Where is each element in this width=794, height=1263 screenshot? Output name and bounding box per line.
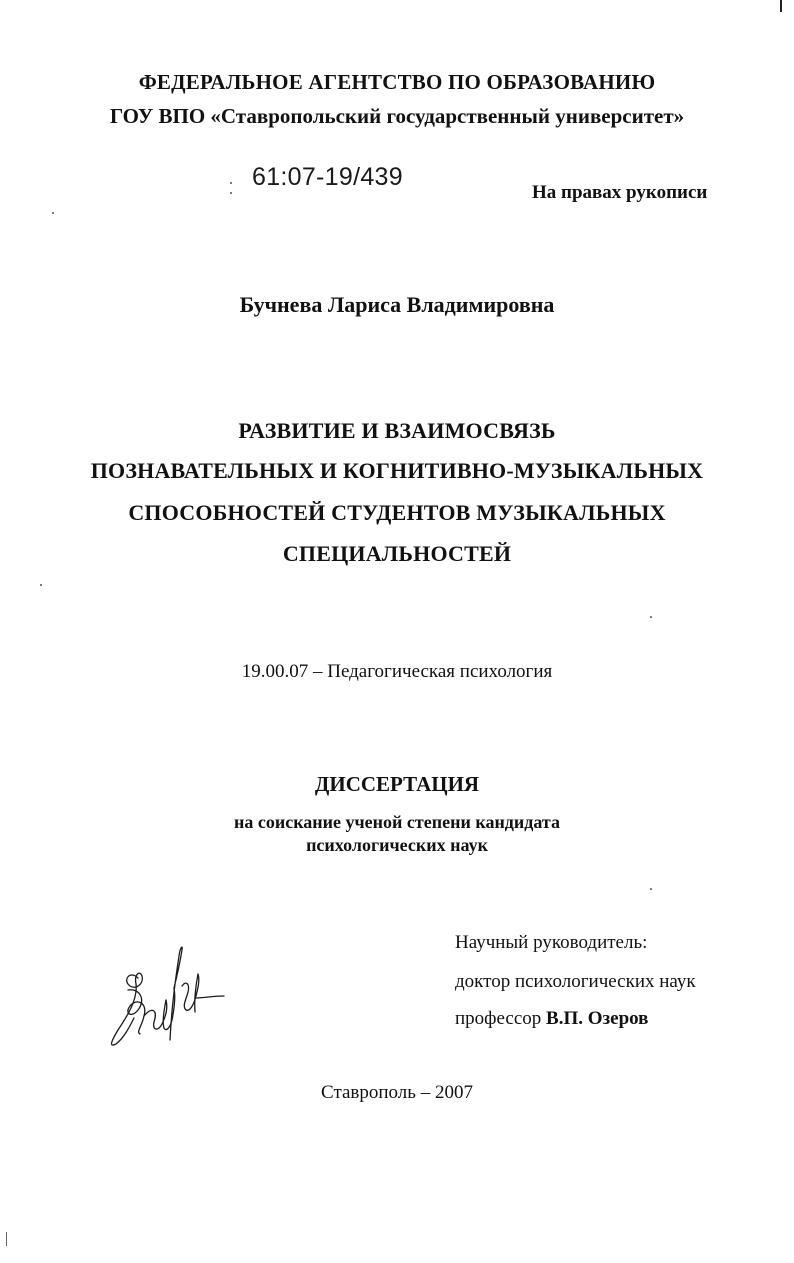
advisor-degree: доктор психологических наук (455, 971, 696, 992)
manuscript-note: На правах рукописи (532, 182, 708, 203)
handwritten-signature (100, 940, 240, 1055)
document-type: ДИССЕРТАЦИЯ (314, 772, 480, 796)
university-heading: ГОУ ВПО «Ставропольский государственный университет» (109, 104, 685, 128)
dissertation-title-line-2: ПОЗНАВАТЕЛЬНЫХ И КОГНИТИВНО-МУЗЫКАЛЬНЫХ (90, 458, 704, 483)
advisor-title-prefix: профессор (455, 1008, 547, 1029)
advisor-title (455, 1008, 648, 1030)
degree-line-2: психологических наук (306, 835, 488, 855)
catalog-number: 61:07-19/439 (252, 163, 403, 191)
scan-speck (230, 182, 232, 184)
scan-speck (650, 888, 652, 890)
agency-heading: ФЕДЕРАЛЬНОЕ АГЕНТСТВО ПО ОБРАЗОВАНИЮ (138, 70, 656, 94)
scan-speck (230, 192, 232, 194)
specialty-code: 19.00.07 – Педагогическая психология (241, 661, 553, 682)
author-name: Бучнева Лариса Владимировна (239, 292, 555, 317)
advisor-name: В.П. Озеров (546, 1008, 649, 1029)
dissertation-title-line-3: СПОСОБНОСТЕЙ СТУДЕНТОВ МУЗЫКАЛЬНЫХ (128, 500, 666, 525)
scan-speck (650, 616, 652, 618)
scan-edge-mark (6, 1232, 7, 1246)
dissertation-title-line-1: РАЗВИТИЕ И ВЗАИМОСВЯЗЬ (238, 418, 556, 443)
degree-line-1: на соискание ученой степени кандидата (233, 812, 560, 832)
city-year: Ставрополь – 2007 (321, 1082, 473, 1103)
dissertation-title-line-4: СПЕЦИАЛЬНОСТЕЙ (282, 541, 512, 566)
scan-edge-mark (780, 0, 782, 12)
scan-speck (52, 212, 54, 214)
scan-speck (40, 584, 42, 586)
advisor-role: Научный руководитель: (455, 932, 648, 953)
